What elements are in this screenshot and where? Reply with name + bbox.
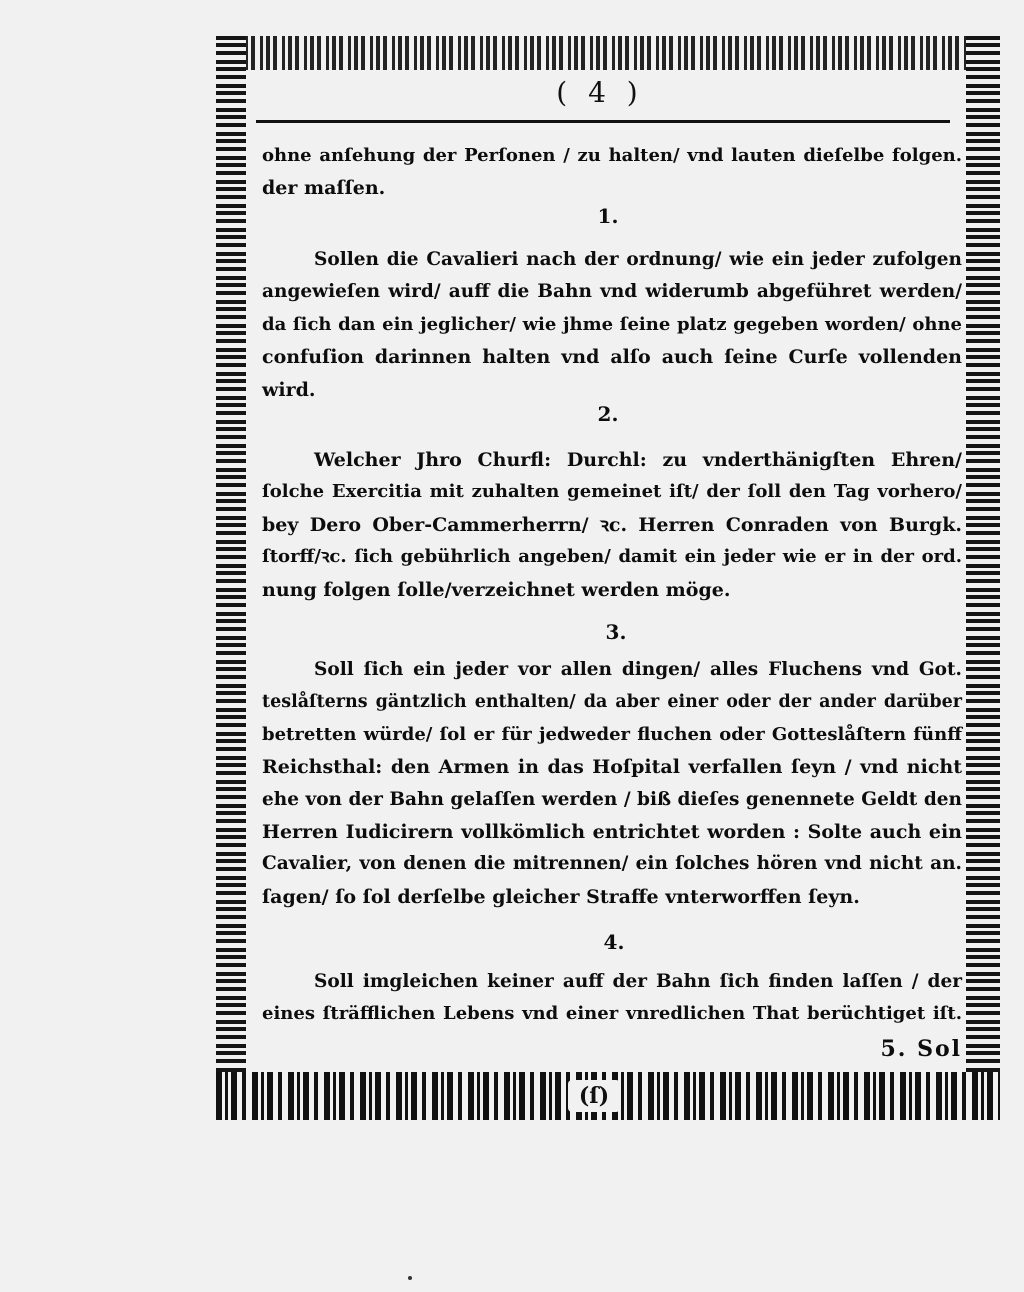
text-line: Soll imgleichen keiner auff der Bahn ſich finden laſſen / der bbox=[314, 971, 962, 992]
text-line: teslåſterns gäntzlich enthalten/ da aber einer oder der ander darüber bbox=[262, 692, 962, 713]
section-number: 3. bbox=[605, 620, 627, 644]
text-line: betretten würde/ ſol er für jedweder fluchen oder Gotteslåſtern fünff bbox=[262, 723, 962, 745]
section-number: 2. bbox=[597, 402, 619, 426]
section-2-paragraph bbox=[262, 444, 962, 606]
text-line: confuſion darinnen halten vnd alſo auch ſeine Curſe vollenden bbox=[262, 346, 962, 369]
text-line: ohne anſehung der Perſonen / zu halten/ vnd lauten dieſelbe folgen. bbox=[262, 145, 962, 166]
text-line: ſtorff/ꝛc. ſich gebührlich angeben/ damit ein jeder wie er in der ord. bbox=[262, 546, 962, 568]
section-4-paragraph bbox=[262, 966, 962, 1031]
page-number: ( 4 ) bbox=[556, 76, 644, 109]
ornamental-border-left bbox=[216, 36, 246, 1118]
text-line: bey Dero Ober-Cammerherrn/ ꝛc. Herren Conraden von Burgk. bbox=[262, 513, 962, 536]
text-line: Reichsthal: den Armen in das Hoſpital verfallen ſeyn / vnd nicht bbox=[262, 756, 962, 779]
text-line: der maſſen. bbox=[262, 177, 386, 200]
section-3-paragraph bbox=[262, 654, 962, 913]
text-line: nung folgen ſolle/verzeichnet werden möge. bbox=[262, 578, 731, 601]
section-number: 1. bbox=[597, 204, 619, 228]
text-line: Herren Iudicirern vollkömlich entrichtet worden : Solte auch ein bbox=[262, 821, 962, 844]
text-line: Soll ſich ein jeder vor allen dingen/ alles Fluchens vnd Got. bbox=[314, 659, 962, 680]
speck bbox=[408, 1276, 412, 1280]
text-line: ſagen/ ſo ſol derſelbe gleicher Straffe vnterworffen ſeyn. bbox=[262, 885, 860, 908]
section-number: 4. bbox=[603, 930, 625, 954]
intro-paragraph bbox=[262, 140, 962, 205]
text-line: Welcher Jhro Churfl: Durchl: zu vnderthänigſten Ehren/ bbox=[314, 449, 962, 471]
text-line: Sollen die Cavalieri nach der ordnung/ wie ein jeder zufolgen bbox=[314, 249, 962, 270]
text-line: angewieſen wird/ auff die Bahn vnd widerumb abgeführet werden/ bbox=[262, 281, 962, 303]
text-line: ſolche Exercitia mit zuhalten gemeinet iſt/ der ſoll den Tag vorhero/ bbox=[262, 481, 962, 503]
section-1-paragraph bbox=[262, 244, 962, 406]
text-line: Cavalier, von denen die mitrennen/ ein ſolches hören vnd nicht an. bbox=[262, 853, 962, 875]
text-line: da ſich dan ein jeglicher/ wie jhme ſeine platz gegeben worden/ ohne bbox=[262, 313, 962, 335]
ornamental-border-top bbox=[216, 36, 1000, 70]
ornamental-border-right bbox=[966, 36, 1000, 1118]
catchword: 5. Sol bbox=[880, 1036, 962, 1062]
header-rule bbox=[256, 120, 950, 123]
text-line: ehe von der Bahn gelaſſen werden / biß dieſes genennete Geldt den bbox=[262, 788, 962, 810]
signature-mark: (ſ) bbox=[568, 1080, 620, 1112]
text-line: wird. bbox=[262, 378, 316, 401]
text-line: eines ſträfflichen Lebens vnd einer vnredlichen That berüchtiget iſt. bbox=[262, 1003, 962, 1025]
